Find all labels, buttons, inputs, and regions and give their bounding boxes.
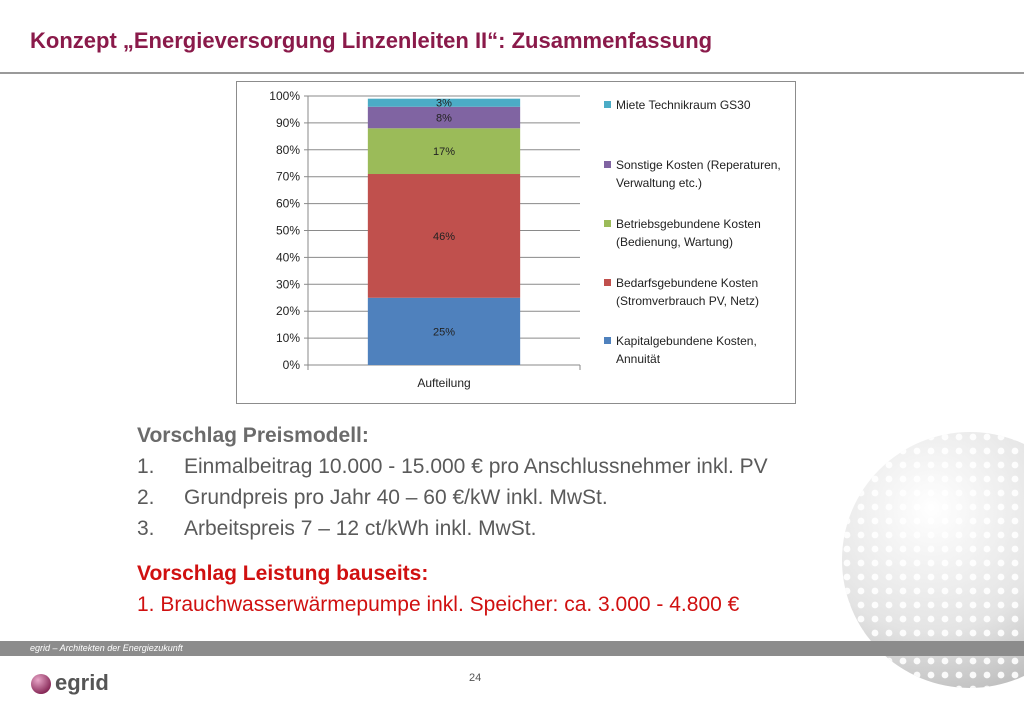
legend-swatch — [604, 101, 611, 108]
y-tick-label: 40% — [275, 250, 300, 265]
slide-title: Konzept „Energieversorgung Linzenleiten II“: Zusammenfassung — [30, 28, 713, 53]
proposal-text — [137, 420, 857, 620]
y-tick-label: 100% — [269, 89, 300, 103]
price-item-number: 3. — [137, 517, 155, 540]
legend-swatch — [604, 161, 611, 168]
legend-swatch — [604, 279, 611, 286]
price-item-number: 1. — [137, 455, 155, 478]
price-item — [137, 513, 857, 544]
legend-label: Bedarfsgebundene Kosten (Stromverbrauch PV, Netz) — [616, 276, 759, 308]
legend-label: Kapitalgebundene Kosten, Annuität — [616, 334, 757, 366]
y-tick-label: 80% — [275, 142, 300, 157]
price-item — [137, 451, 857, 482]
build-proposal-item: 1. Brauchwasserwärmepumpe inkl. Speicher: ca. 3.000 - 4.800 € — [137, 593, 740, 616]
legend-swatch — [604, 337, 611, 344]
page-number: 24 — [469, 672, 482, 684]
legend-label: Betriebsgebundene Kosten (Bedienung, Wartung) — [616, 217, 761, 249]
data-label: 3% — [436, 97, 452, 110]
y-tick-label: 30% — [275, 277, 300, 292]
y-tick-label: 0% — [282, 358, 300, 372]
stacked-bar-plot — [237, 82, 605, 403]
egrid-logo — [30, 670, 130, 698]
legend-swatch — [604, 220, 611, 227]
build-proposal-heading: Vorschlag Leistung bauseits: — [137, 562, 429, 585]
price-item-number: 2. — [137, 486, 155, 509]
y-tick-label: 20% — [275, 304, 300, 319]
y-tick-label: 10% — [275, 331, 300, 346]
data-label: 46% — [432, 230, 456, 243]
price-model-heading: Vorschlag Preismodell: — [137, 424, 369, 447]
x-category-label: Aufteilung — [417, 376, 471, 390]
cost-breakdown-chart — [236, 81, 796, 404]
price-item-text: Einmalbeitrag 10.000 - 15.000 € pro Anschlussnehmer inkl. PV — [184, 455, 768, 478]
footer-tagline: egrid – Architekten der Energiezukunft — [30, 643, 183, 653]
chart-legend — [604, 82, 794, 403]
price-item — [137, 482, 857, 513]
data-label: 25% — [432, 326, 456, 339]
legend-label: Sonstige Kosten (Reperaturen, Verwaltung etc.) — [616, 158, 781, 190]
logo-sphere-icon — [30, 673, 52, 695]
title-divider — [0, 72, 1024, 74]
data-label: 8% — [436, 112, 452, 125]
y-tick-label: 60% — [275, 196, 300, 211]
y-tick-label: 70% — [275, 169, 300, 184]
logo-wordmark: egrid — [55, 670, 109, 695]
data-label: 17% — [432, 146, 456, 159]
y-tick-label: 90% — [275, 115, 300, 130]
legend-label: Miete Technikraum GS30 — [616, 98, 751, 112]
y-tick-label: 50% — [275, 223, 300, 238]
price-item-text: Grundpreis pro Jahr 40 – 60 €/kW inkl. MwSt. — [184, 486, 608, 509]
price-item-text: Arbeitspreis 7 – 12 ct/kWh inkl. MwSt. — [184, 517, 537, 540]
